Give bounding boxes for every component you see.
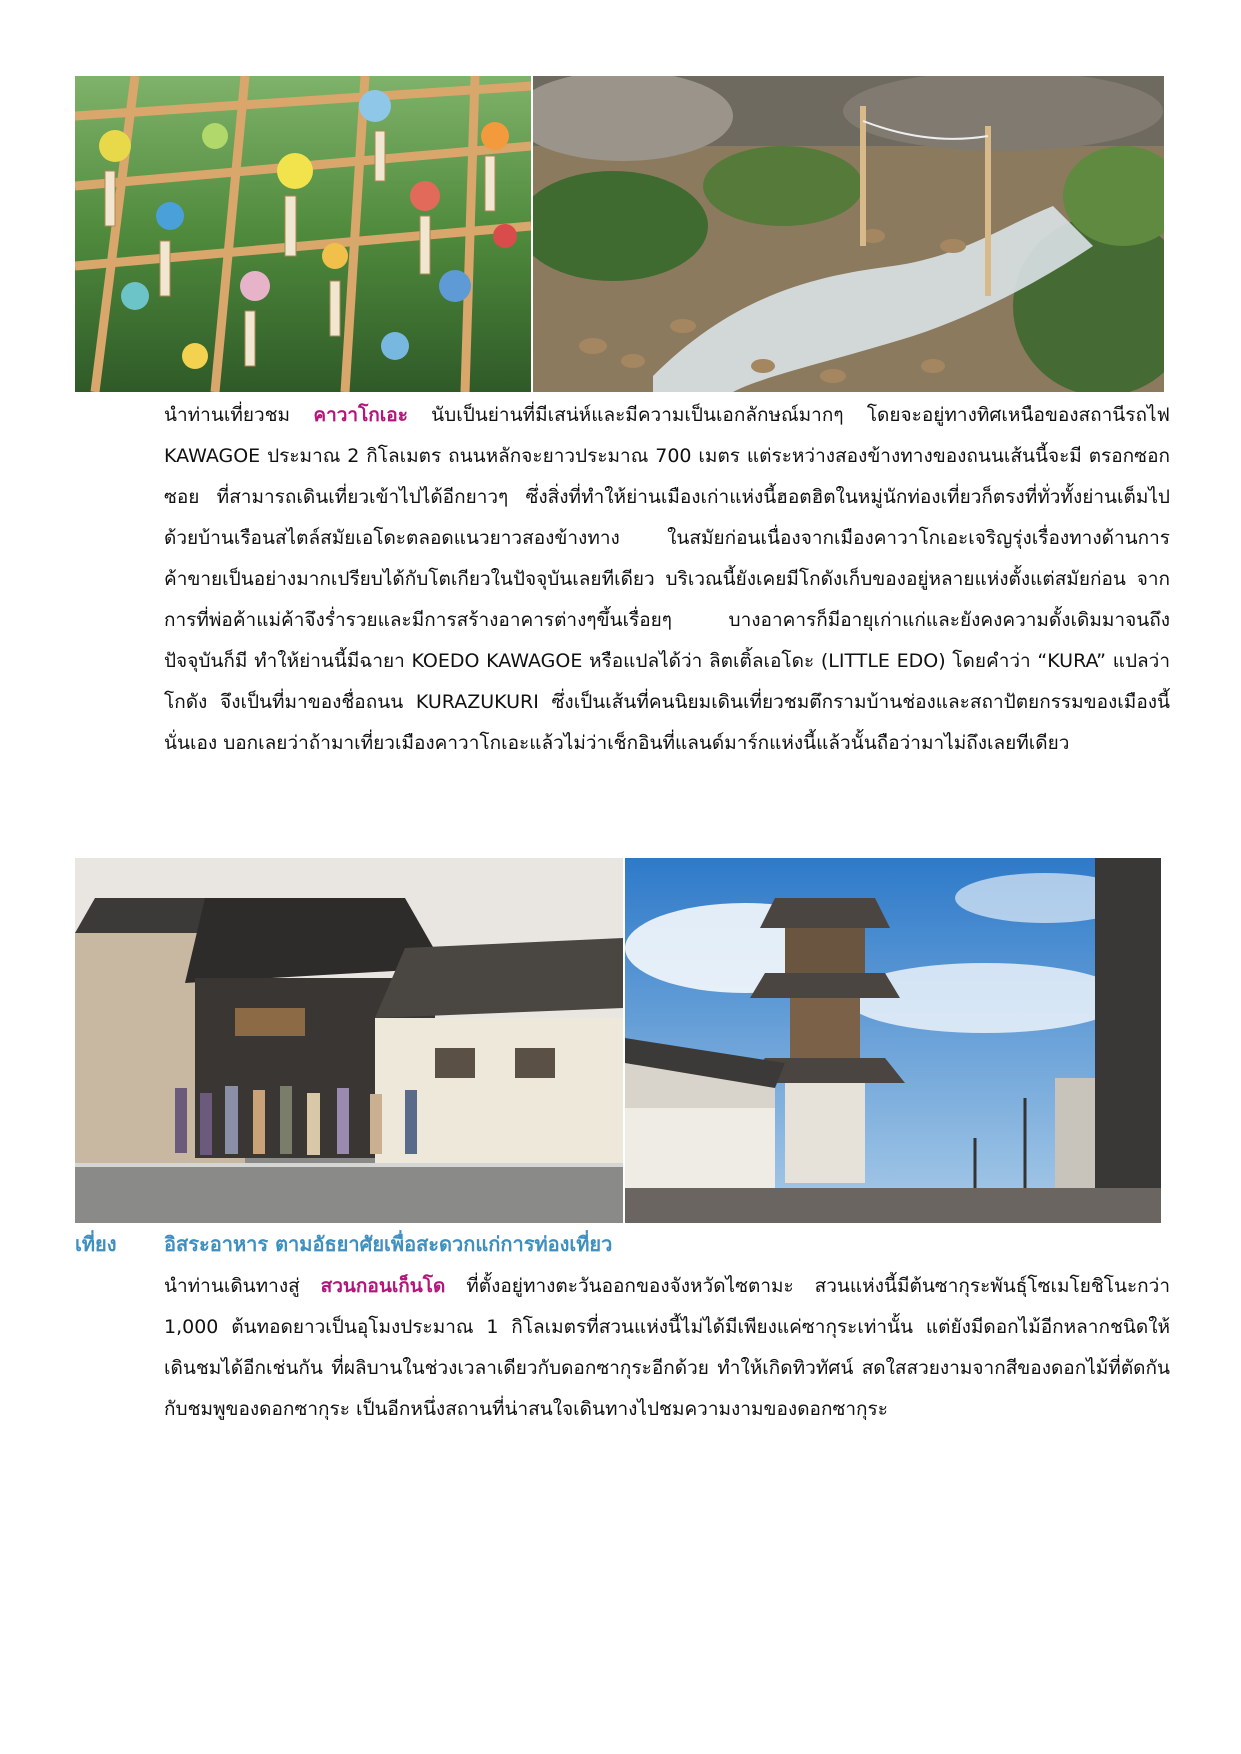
- gongendo-highlight: สวนกอนเก็นโด: [320, 1275, 446, 1297]
- meal-text: อิสระอาหาร ตามอัธยาศัยเพื่อสะดวกแก่การท่องเที่ยว: [164, 1232, 613, 1256]
- shrine-stream-rocks-photo: [533, 76, 1164, 392]
- kurazukuri-street-shops-photo: [75, 858, 623, 1223]
- meal-label: เที่ยง: [75, 1232, 117, 1256]
- intro-text: นำท่านเที่ยวชม: [164, 404, 314, 426]
- wind-chime-corridor-photo: [75, 76, 531, 392]
- kawagoe-highlight: คาวาโกเอะ: [313, 404, 408, 426]
- kawagoe-body-text: นับเป็นย่านที่มีเสน่ห์และมีความเป็นเอกลักษณ์มากๆ โดยจะอยู่ทางทิศเหนือของสถานีรถไฟ KAWAGOE ประมาณ 2 กิโลเมตร ถนนหลักจะยาวประมาณ 700 เมตร แต่ระหว่างสองข้างทางของถนนเส้นนี้จะมี ตรอกซอกซอย ที่สามารถเดินเที่ยวเข้าไปได้อีกยาวๆ ซึ่งสิ่งที่ทำให้ย่านเมืองเก่าแห่งนี้ฮอตฮิตในหมู่นักท่องเที่ยวก็ตรงที่ทั่วทั้งย่านเต็มไปด้วยบ้านเรือนสไตล์สมัยเอโดะตลอดแนวยาวสองข้างทาง ในสมัยก่อนเนื่องจากเมืองคาวาโกเอะเจริญรุ่งเรื่องทางด้านการค้าขายเป็นอย่างมากเปรียบได้กับโตเกียวในปัจจุบันเลยทีเดียว บริเวณนี้ยังเคยมีโกดังเก็บของอยู่หลายแห่งตั้งแต่สมัยก่อน จากการที่พ่อค้าแม่ค้าจึงร่ำรวยและมีการสร้างอาคารต่างๆขึ้นเรื่อยๆ บางอาคารก็มีอายุเก่าแก่และยังคงความดั้งเดิมมาจนถึงปัจจุบันก็มี ทำให้ย่านนี้มีฉายา KOEDO KAWAGOE หรือแปลได้ว่า ลิตเติ้ลเอโดะ (LITTLE EDO) โดยคำว่า “KURA” แปลว่าโกดัง จึงเป็นที่มาของชื่อถนน KURAZUKURI ซึ่งเป็นเส้นที่คนนิยมเดินเที่ยวชมตึกรามบ้านช่องและสถาปัตยกรรมของเมืองนี้นั่นเอง บอกเลยว่าถ้ามาเที่ยวเมืองคาวาโกเอะแล้วไม่ว่าเช็กอินที่แลนด์มาร์กแห่งนี้แล้วนั้นถือว่ามาไม่ถึงเลยทีเดียว: [164, 404, 1171, 754]
- kawagoe-description: [164, 395, 1170, 764]
- gongendo-body-text: ที่ตั้งอยู่ทางตะวันออกของจังหวัดไซตามะ สวนแห่งนี้มีต้นซากุระพันธุ์โซเมโยชิโนะกว่า 1,000 ต้นทอดยาวเป็นอุโมงประมาณ 1 กิโลเมตรที่สวนแห่งนี้ไม่ได้มีเพียงแค่ซากุระเท่านั้น แต่ยังมีดอกไม้อีกหลากชนิดให้เดินชมได้อีกเช่นกัน ที่ผลิบานในช่วงเวลาเดียวกับดอกซากุระอีกด้วย ทำให้เกิดทิวทัศน์ สดใสสวยงามจากสีของดอกไม้ที่ตัดกันกับชมพูของดอกซากุระ เป็นอีกหนึ่งสถานที่น่าสนใจเดินทางไปชมความงามของดอกซากุระ: [164, 1275, 1170, 1420]
- intro-text: นำท่านเดินทางสู่: [164, 1275, 321, 1297]
- gongendo-description: [164, 1266, 1170, 1430]
- toki-no-kane-bell-tower-photo: [625, 858, 1161, 1223]
